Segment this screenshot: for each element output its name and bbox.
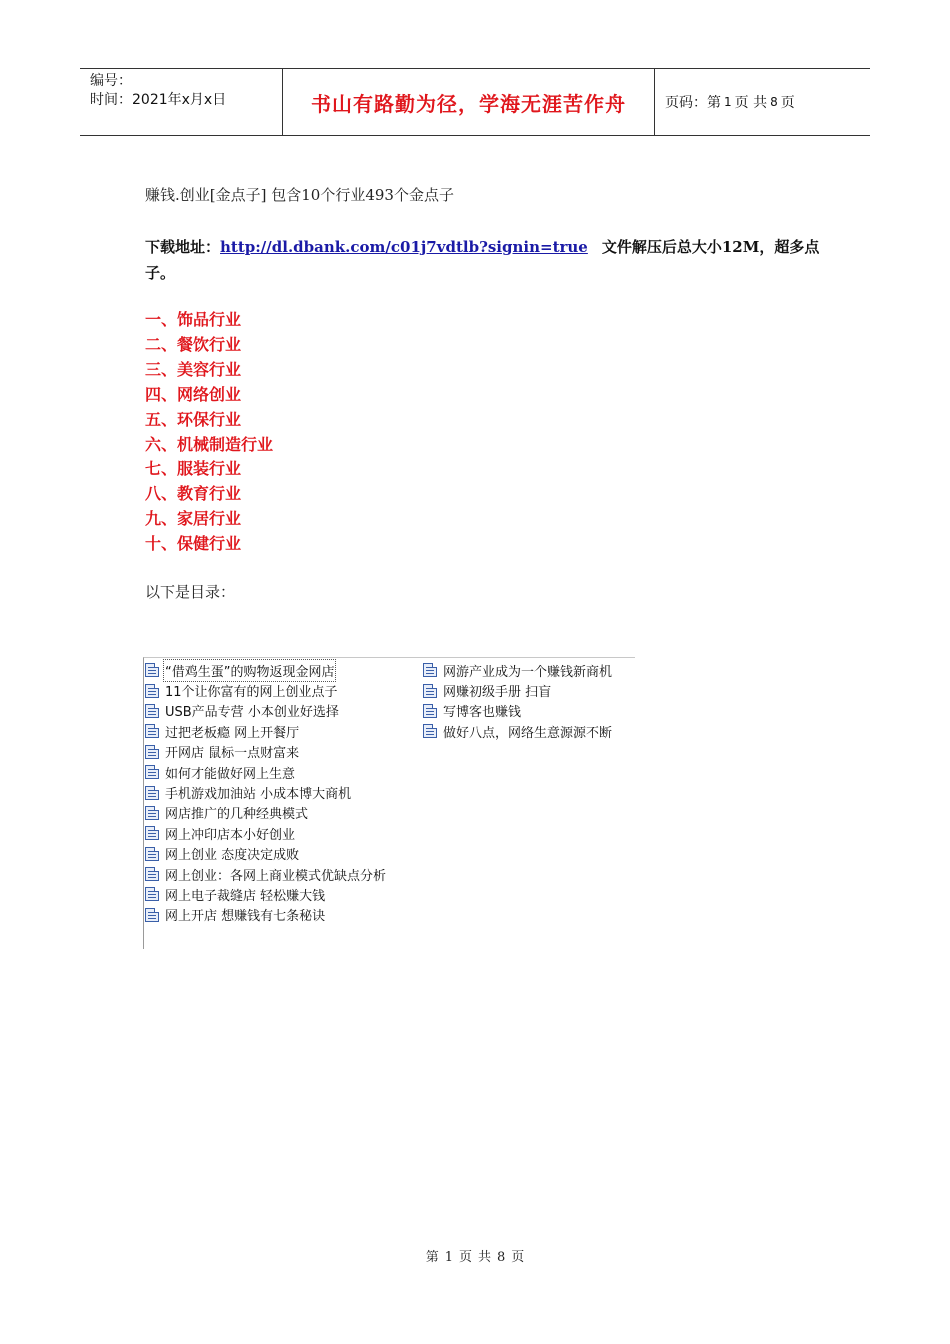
- page-total: 8: [770, 95, 778, 109]
- word-document-icon: [145, 826, 159, 840]
- industry-item: 一、饰品行业: [145, 310, 242, 329]
- file-list-screenshot: [143, 657, 635, 949]
- page-header: [80, 68, 870, 136]
- file-item[interactable]: USB产品专营 小本创业好选择: [145, 701, 386, 721]
- word-document-icon: [145, 786, 159, 800]
- file-item[interactable]: 网游产业成为一个赚钱新商机: [423, 660, 612, 680]
- file-item[interactable]: 开网店 鼠标一点财富来: [145, 742, 386, 762]
- file-list-column-2: [423, 660, 612, 742]
- word-document-icon: [145, 847, 159, 861]
- word-document-icon: [423, 724, 437, 738]
- footer-mid2: 共: [478, 1250, 492, 1265]
- document-body: [145, 183, 825, 604]
- download-label: 下载地址：: [145, 238, 221, 256]
- download-link[interactable]: http://dl.dbank.com/c01j7vdtlb?signin=true: [220, 238, 588, 256]
- file-item[interactable]: 做好八点，网络生意源源不断: [423, 721, 612, 741]
- word-document-icon: [145, 867, 159, 881]
- file-item[interactable]: 网店推广的几种经典模式: [145, 803, 386, 823]
- file-list-column-1: [145, 660, 386, 925]
- industry-item: 三、美容行业: [145, 359, 242, 379]
- word-document-icon: [145, 806, 159, 820]
- footer-mid1: 页: [458, 1250, 472, 1265]
- industry-item: 十、保健行业: [145, 534, 242, 554]
- industry-list: [145, 308, 825, 557]
- industry-item: 五、环保行业: [145, 409, 242, 429]
- file-item[interactable]: 网上电子裁缝店 轻松赚大钱: [145, 884, 386, 904]
- word-document-icon: [145, 704, 159, 718]
- word-document-icon: [145, 887, 159, 901]
- industry-item: 二、餐饮行业: [145, 334, 242, 354]
- footer-current: 1: [444, 1250, 453, 1265]
- word-document-icon: [423, 704, 437, 718]
- word-document-icon: [145, 684, 159, 698]
- file-item[interactable]: 11个让你富有的网上创业点子: [145, 680, 386, 700]
- toc-label: 以下是目录：: [145, 583, 236, 602]
- word-document-icon: [145, 908, 159, 922]
- page-footer: [0, 1246, 950, 1265]
- download-note: 文件解压后总大小12M，超多点子。: [145, 238, 820, 282]
- file-item[interactable]: 网赚初级手册 扫盲: [423, 680, 612, 700]
- file-item[interactable]: 网上冲印店本小好创业: [145, 823, 386, 843]
- header-meta: [80, 69, 282, 135]
- industry-item: 七、服装行业: [145, 459, 242, 479]
- footer-prefix: 第: [425, 1250, 439, 1265]
- header-motto: 书山有路勤为径，学海无涯苦作舟: [282, 69, 655, 135]
- time-label: 时间：2021年x月x日: [90, 92, 227, 108]
- file-item[interactable]: 网上创业 态度决定成败: [145, 844, 386, 864]
- page-mid: 页 共: [734, 95, 768, 111]
- page-suffix: 页: [780, 95, 795, 111]
- file-item[interactable]: 过把老板瘾 网上开餐厅: [145, 721, 386, 741]
- number-label: 编号：: [90, 73, 132, 89]
- file-item[interactable]: 写博客也赚钱: [423, 701, 612, 721]
- footer-suffix: 页: [511, 1250, 525, 1265]
- industry-item: 八、教育行业: [145, 484, 242, 504]
- file-item[interactable]: 如何才能做好网上生意: [145, 762, 386, 782]
- file-item[interactable]: “借鸡生蛋”的购物返现金网店: [145, 660, 386, 680]
- intro-text: 赚钱.创业[金点子] 包含10个行业493个金点子: [145, 186, 454, 204]
- file-item[interactable]: 网上创业：各网上商业模式优缺点分析: [145, 864, 386, 884]
- page-prefix: 页码：第: [665, 95, 721, 111]
- industry-item: 六、机械制造行业: [145, 434, 274, 454]
- word-document-icon: [423, 684, 437, 698]
- word-document-icon: [145, 663, 159, 677]
- footer-total: 8: [497, 1250, 506, 1265]
- industry-item: 九、家居行业: [145, 509, 242, 529]
- word-document-icon: [423, 663, 437, 677]
- download-line: [145, 234, 825, 286]
- file-item[interactable]: 手机游戏加油站 小成本博大商机: [145, 782, 386, 802]
- word-document-icon: [145, 765, 159, 779]
- file-item[interactable]: 网上开店 想赚钱有七条秘诀: [145, 905, 386, 925]
- page-current: 1: [724, 95, 732, 109]
- word-document-icon: [145, 745, 159, 759]
- industry-item: 四、网络创业: [145, 384, 242, 404]
- header-page-number: [655, 69, 870, 135]
- word-document-icon: [145, 724, 159, 738]
